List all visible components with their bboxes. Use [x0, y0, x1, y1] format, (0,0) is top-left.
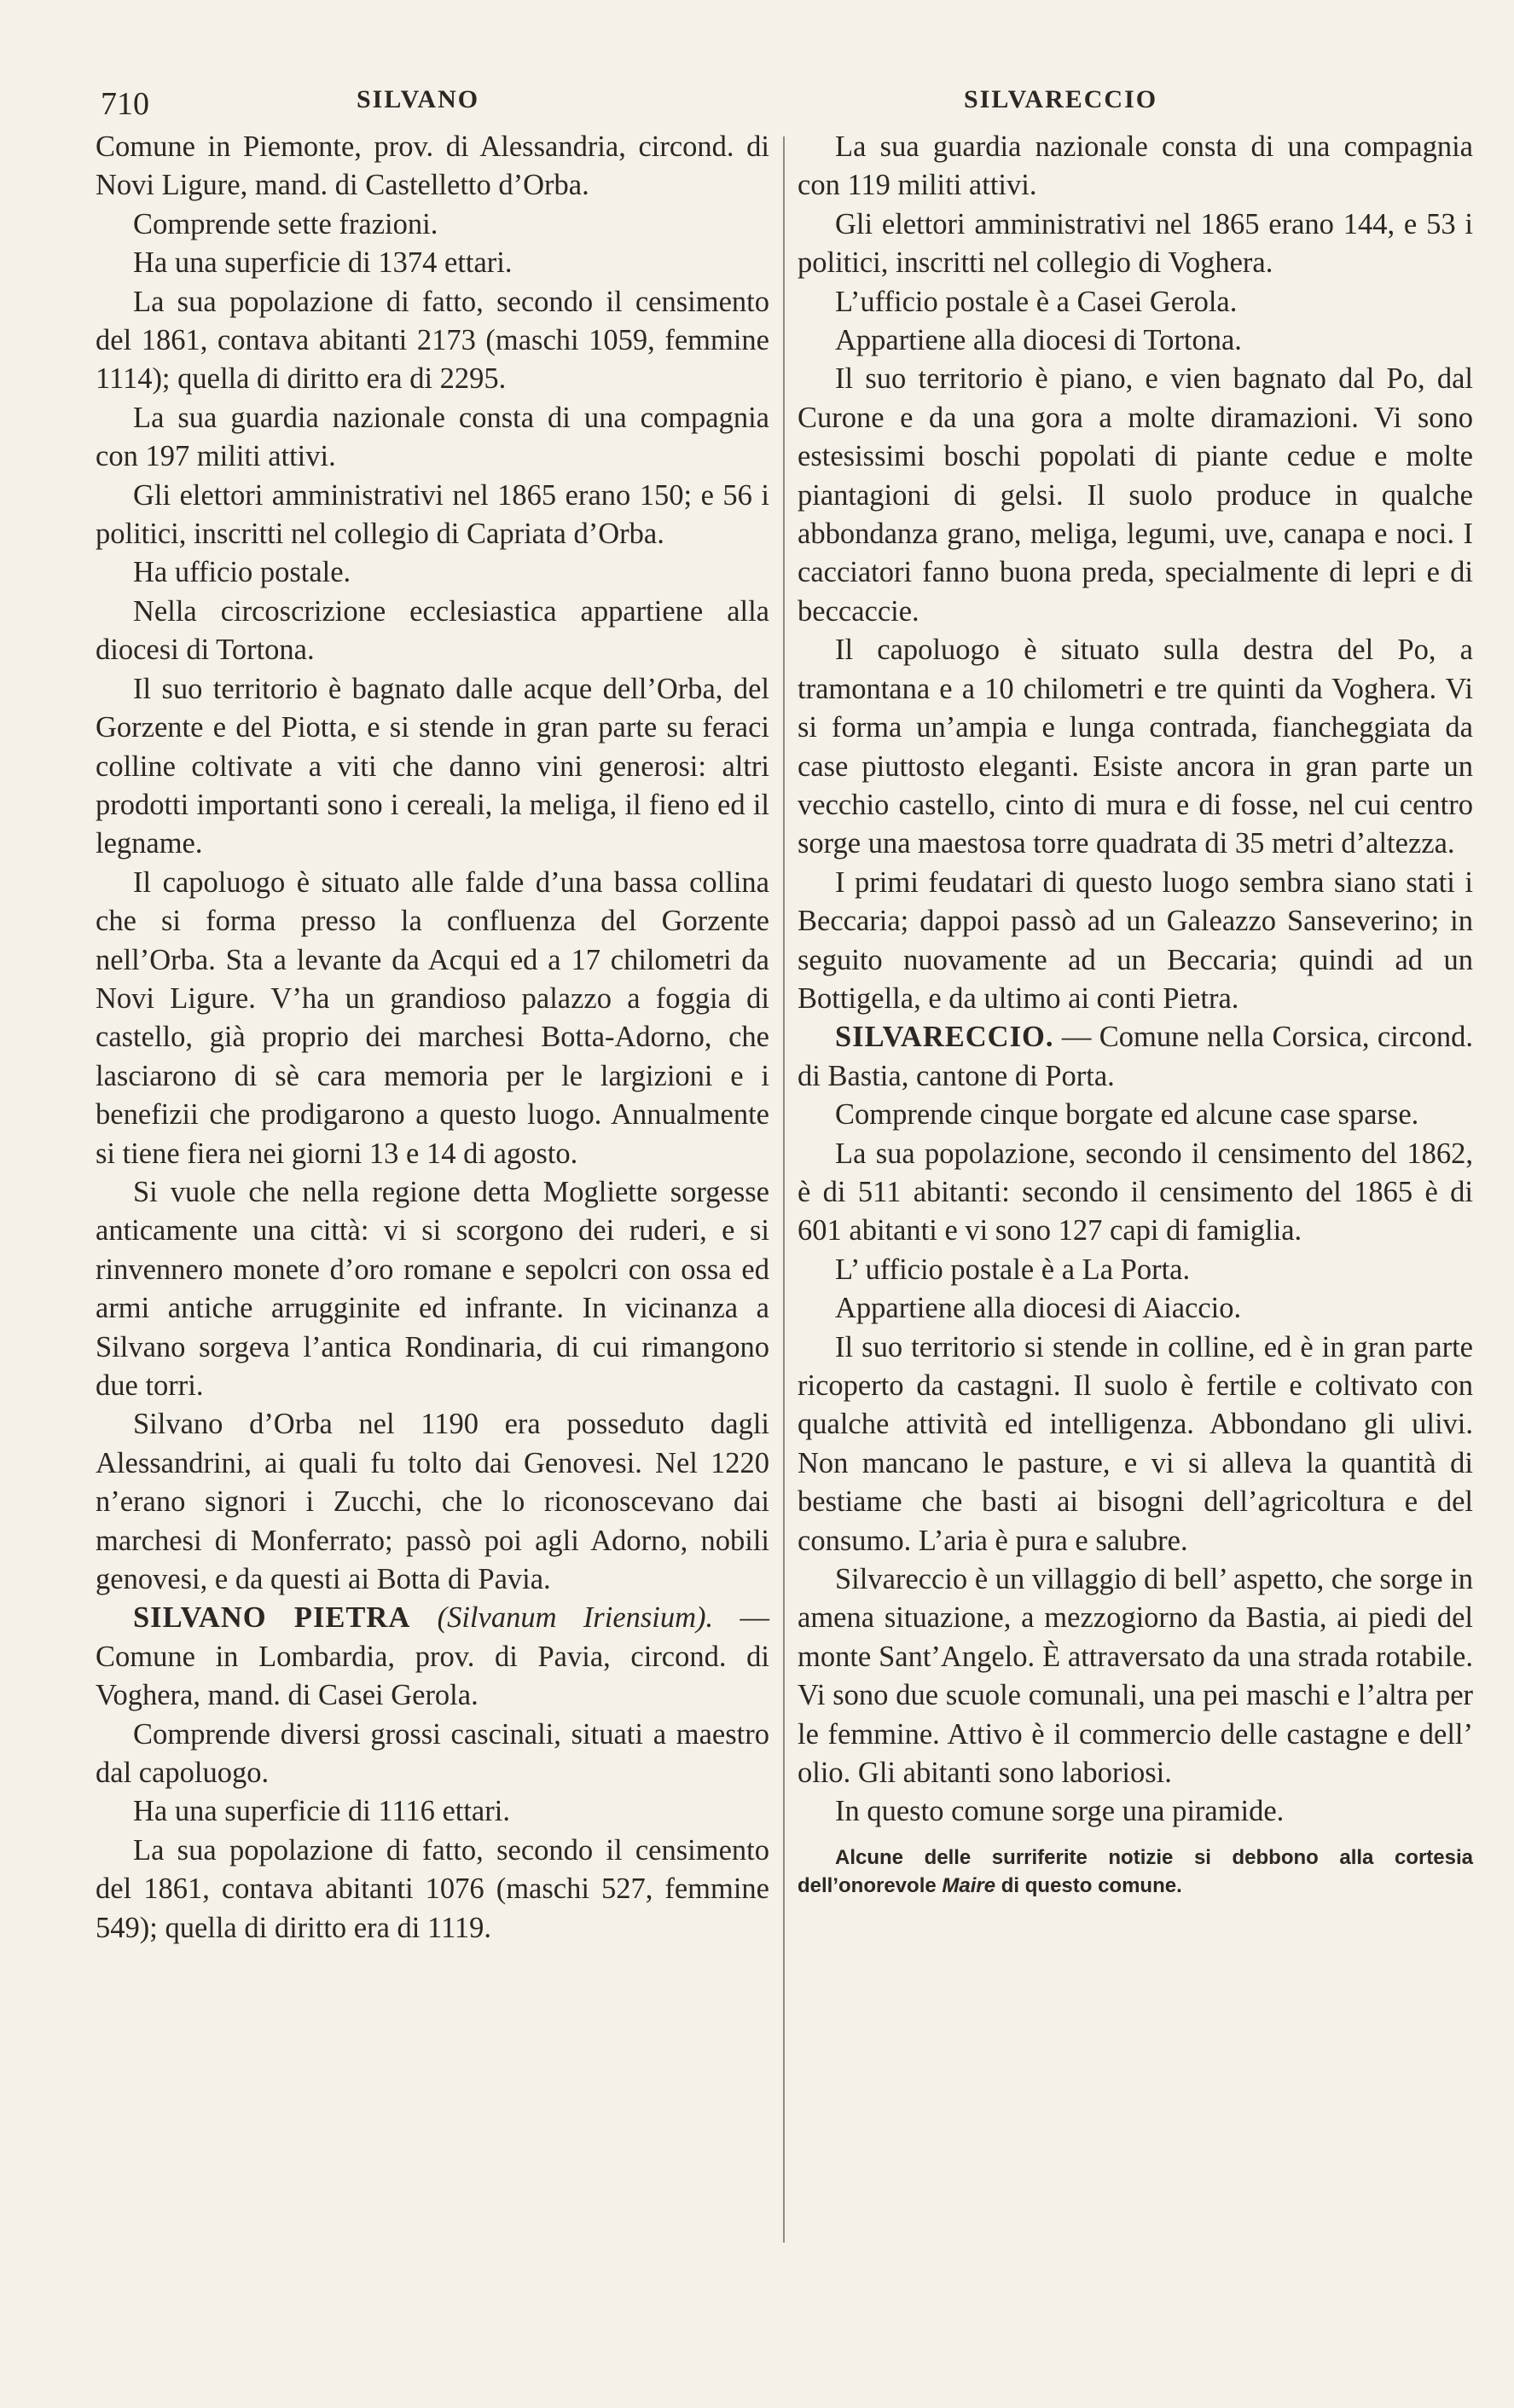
paragraph: Il suo territorio è piano, e vien bagnato dal Po, dal Curone e da una gora a molte diramazioni. Vi sono estesissimi boschi popolati di piante cedue e molte piantagioni di gelsi. Il suolo produce in qualche abbondanza grano, meliga, legumi, uve, canapa e noci. I cacciatori fanno buona preda, specialmente di lepri e di beccaccie.: [798, 362, 1473, 628]
paragraph: Comprende diversi grossi cascinali, situati a maestro dal capoluogo.: [96, 1717, 769, 1790]
footnote-text-end: di questo comune.: [995, 1873, 1182, 1897]
paragraph: La sua guardia nazionale consta di una compagnia con 119 militi attivi.: [798, 130, 1473, 202]
running-head-right: SILVARECCIO: [964, 85, 1158, 113]
paragraph: L’ufficio postale è a Casei Gerola.: [835, 285, 1238, 318]
paragraph: Silvareccio è un villaggio di bell’ aspetto, che sorge in amena situazione, a mezzogiorno da Bastia, ai piedi del monte Sant’Angelo. È attraversato da una strada rotabile. Vi sono due scuole comunali, una pei maschi e l’altra per le femmine. Attivo è il commercio delle castagne e dell’ olio. Gli abitanti sono laboriosi.: [798, 1563, 1473, 1790]
paragraph: Comprende sette frazioni.: [133, 207, 438, 240]
paragraph: Il suo territorio si stende in colline, ed è in gran parte ricoperto da castagni. Il suolo è fertile e coltivato con qualche attività ed intelligenza. Abbondano gli ulivi. Non mancano le pasture, e vi si alleva la quantità di bestiame che basti ai bisogni dell’agricoltura e del consumo. L’aria è pura e salubre.: [798, 1330, 1473, 1557]
entry-text: — Comune in Lombardia, prov. di Pavia, circond. di Voghera, mand. di Casei Gerola.: [96, 1601, 770, 1712]
footnote-name: Maire: [942, 1873, 996, 1897]
page-number: 710: [101, 86, 149, 122]
paragraph: Comune in Piemonte, prov. di Alessandria, circond. di Novi Ligure, mand. di Castelletto d’Orba.: [96, 130, 769, 202]
paragraph: Comprende cinque borgate ed alcune case sparse.: [835, 1098, 1419, 1132]
entry-silvareccio: [798, 1018, 1473, 1096]
paragraph: La sua guardia nazionale consta di una compagnia con 197 militi attivi.: [96, 401, 769, 473]
paragraph: Silvano d’Orba nel 1190 era posseduto dagli Alessandrini, ai quali fu tolto dai Genovesi. Nel 1220 n’erano signori i Zucchi, che lo riconoscevano dai marchesi di Monferrato; passò poi agli Adorno, nobili genovesi, e da questi ai Botta di Pavia.: [96, 1408, 769, 1596]
left-column: [96, 128, 769, 1948]
running-head-left: SILVANO: [357, 85, 480, 113]
paragraph: Gli elettori amministrativi nel 1865 erano 150; e 56 i politici, inscritti nel collegio di Capriata d’Orba.: [96, 478, 769, 551]
paragraph: Ha una superficie di 1374 ettari.: [133, 246, 513, 280]
footnote-text: Alcune delle surriferite notizie si debbono alla cortesia dell’onorevole: [798, 1845, 1473, 1897]
paragraph: Appartiene alla diocesi di Aiaccio.: [835, 1292, 1242, 1325]
paragraph: Il suo territorio è bagnato dalle acque dell’Orba, del Gorzente e del Piotta, e si stende in gran parte su feraci colline coltivate a viti che danno vini generosi: altri prodotti importanti sono i cereali, la meliga, il fieno ed il legname.: [96, 672, 769, 860]
paragraph: La sua popolazione di fatto, secondo il censimento del 1861, contava abitanti 2173 (maschi 1059, femmine 1114); quella di diritto era di 2295.: [96, 285, 769, 396]
paragraph: La sua popolazione di fatto, secondo il censimento del 1861, contava abitanti 1076 (maschi 527, femmine 549); quella di diritto era di 1119.: [96, 1833, 769, 1944]
paragraph: Si vuole che nella regione detta Mogliette sorgesse anticamente una città: vi si scorgono dei ruderi, e si rinvennero monete d’oro romane e sepolcri con ossa ed armi antiche arrugginite ed infrante. In vicinanza a Silvano sorgeva l’antica Rondinaria, di cui rimangono due torri.: [96, 1175, 769, 1402]
paragraph: Ha ufficio postale.: [133, 556, 351, 589]
entry-title: SILVARECCIO.: [835, 1021, 1054, 1054]
paragraph: I primi feudatari di questo luogo sembra siano stati i Beccaria; dappoi passò ad un Galeazzo Sanseverino; in seguito nuovamente ad un Beccaria; quindi ad un Bottigella, e da ultimo ai conti Pietra.: [798, 865, 1473, 1015]
entry-text: — Comune nella Corsica, circond. di Bastia, cantone di Porta.: [798, 1021, 1473, 1092]
right-column: [798, 128, 1473, 1900]
paragraph: Appartiene alla diocesi di Tortona.: [835, 324, 1242, 357]
paragraph: Gli elettori amministrativi nel 1865 erano 144, e 53 i politici, inscritti nel collegio di Voghera.: [798, 207, 1473, 280]
paragraph: L’ ufficio postale è a La Porta.: [835, 1253, 1191, 1286]
paragraph: Ha una superficie di 1116 ettari.: [133, 1795, 510, 1828]
paragraph: Il capoluogo è situato sulla destra del Po, a tramontana e a 10 chilometri e tre quinti da Voghera. Vi si forma un’ampia e lunga contrada, fiancheggiata da case piuttosto eleganti. Esiste ancora in gran parte un vecchio castello, cinto di mura e di fosse, nel cui centro sorge una maestosa torre quadrata di 35 metri d’altezza.: [798, 634, 1473, 860]
entry-latin-name: (Silvanum Iriensium).: [437, 1601, 714, 1635]
paragraph: Nella circoscrizione ecclesiastica appartiene alla diocesi di Tortona.: [96, 594, 769, 667]
paragraph: La sua popolazione, secondo il censimento del 1862, è di 511 abitanti: secondo il censimento del 1865 è di 601 abitanti e vi sono 127 capi di famiglia.: [798, 1137, 1473, 1247]
paragraph: In questo comune sorge una piramide.: [835, 1795, 1285, 1828]
footnote: [798, 1844, 1473, 1900]
column-divider: [783, 136, 785, 2243]
paragraph: Il capoluogo è situato alle falde d’una bassa collina che si forma presso la confluenza del Gorzente nell’Orba. Sta a levante da Acqui ed a 17 chilometri da Novi Ligure. V’ha un grandioso palazzo a foggia di castello, già proprio dei marchesi Botta-Adorno, che lasciarono di sè cara memoria per le largizioni e i benefizii che prodigarono a questo luogo. Annualmente si tiene fiera nei giorni 13 e 14 di agosto.: [96, 865, 769, 1170]
entry-silvano-pietra: [96, 1599, 769, 1715]
entry-title: SILVANO PIETRA: [133, 1601, 411, 1635]
